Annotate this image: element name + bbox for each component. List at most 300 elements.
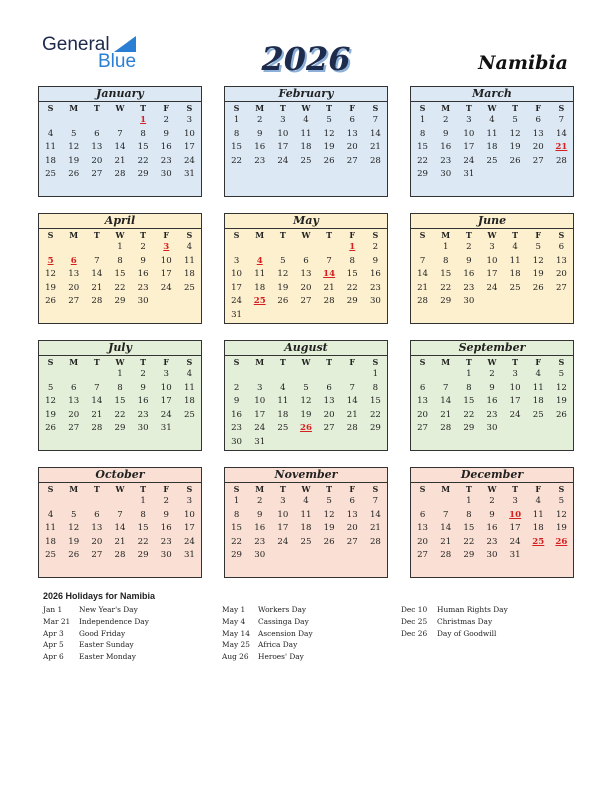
- day: 20: [346, 523, 358, 534]
- day: 28: [114, 169, 126, 180]
- empty-cell: [85, 241, 108, 255]
- day: 3: [233, 255, 240, 266]
- empty-cell: [62, 114, 85, 128]
- weekday-label: S: [186, 103, 193, 113]
- day: 27: [300, 296, 312, 307]
- day: 10: [183, 509, 195, 520]
- day: 24: [486, 282, 498, 293]
- day: 2: [140, 242, 146, 252]
- empty-cell: [108, 495, 131, 509]
- weekday-label: T: [326, 484, 333, 494]
- weekday-label: T: [93, 230, 100, 240]
- day: 29: [114, 296, 126, 307]
- day: 25: [183, 409, 195, 420]
- day: 22: [137, 155, 149, 166]
- day: 13: [68, 269, 80, 280]
- weekday-label: F: [163, 484, 170, 494]
- day: 7: [117, 128, 123, 139]
- empty-cell: [411, 241, 434, 255]
- day: 16: [254, 523, 266, 534]
- month-title: February: [225, 87, 387, 102]
- holiday-name: Day of Goodwill: [437, 628, 497, 638]
- day: 8: [140, 128, 146, 139]
- day: 26: [323, 155, 335, 166]
- holiday-date: Dec 25: [401, 616, 428, 626]
- day: 3: [256, 382, 263, 393]
- day: 16: [160, 142, 172, 153]
- day: 17: [277, 523, 289, 534]
- day: 30: [254, 550, 266, 561]
- month-title: January: [39, 87, 201, 102]
- weekday-header: [39, 102, 201, 114]
- day: 23: [137, 409, 149, 420]
- month-february: [224, 86, 388, 197]
- day: 1: [442, 242, 449, 252]
- weekday-label: T: [512, 103, 519, 113]
- day: 4: [535, 369, 541, 379]
- weekday-label: S: [558, 357, 565, 367]
- day: 23: [137, 282, 149, 293]
- day: 4: [186, 242, 193, 252]
- day-grid: [39, 114, 201, 182]
- day: 30: [486, 550, 498, 561]
- day: 5: [326, 496, 332, 506]
- day: 19: [509, 142, 521, 153]
- day: 12: [323, 509, 335, 520]
- day: 27: [532, 155, 544, 166]
- day: 16: [463, 269, 475, 280]
- day: 28: [323, 296, 335, 307]
- day: 18: [254, 282, 266, 293]
- day: 25: [532, 409, 544, 420]
- day: 20: [91, 155, 103, 166]
- holiday-row: [222, 604, 313, 616]
- empty-cell: [39, 114, 62, 128]
- holiday-date: May 25: [222, 640, 250, 650]
- day: 20: [555, 269, 567, 280]
- day: 30: [440, 169, 452, 180]
- day: 9: [140, 255, 146, 266]
- weekday-label: F: [163, 103, 170, 113]
- month-may: [224, 213, 388, 324]
- day: 9: [489, 382, 495, 393]
- day: 7: [372, 496, 379, 506]
- holiday-date: Apr 6: [43, 652, 64, 662]
- holiday-row: [43, 651, 149, 663]
- holiday-name: Workers Day: [258, 605, 307, 614]
- day: 6: [558, 242, 565, 252]
- day: 27: [68, 296, 80, 307]
- day: 30: [160, 169, 172, 180]
- month-september: [410, 340, 574, 451]
- day: 7: [558, 115, 565, 125]
- month-december: [410, 467, 574, 578]
- day: 16: [440, 142, 452, 153]
- day: 5: [47, 382, 54, 393]
- day: 14: [369, 128, 381, 139]
- day: 6: [303, 255, 309, 266]
- day: 27: [91, 169, 103, 180]
- weekday-label: T: [279, 103, 286, 113]
- day: 11: [45, 523, 57, 534]
- day: 12: [45, 269, 57, 280]
- weekday-label: M: [441, 357, 451, 367]
- weekday-label: F: [349, 484, 356, 494]
- weekday-label: W: [301, 484, 311, 494]
- day: 21: [440, 409, 452, 420]
- day: 20: [300, 282, 312, 293]
- day: 29: [440, 296, 452, 307]
- day: 5: [70, 128, 77, 139]
- day: 1: [233, 496, 240, 506]
- day: 25: [509, 282, 521, 293]
- day: 24: [463, 155, 475, 166]
- weekday-label: S: [419, 230, 426, 240]
- day: 20: [68, 409, 80, 420]
- month-june: [410, 213, 574, 324]
- day: 10: [160, 382, 172, 393]
- holiday-day: 1: [140, 115, 147, 125]
- day: 11: [277, 396, 289, 407]
- weekday-label: S: [558, 230, 565, 240]
- day: 17: [254, 409, 266, 420]
- day: 14: [369, 509, 381, 520]
- day: 4: [512, 242, 518, 252]
- day: 24: [160, 282, 172, 293]
- weekday-label: M: [441, 484, 451, 494]
- day-grid: [411, 114, 573, 182]
- holiday-column: [401, 604, 508, 639]
- weekday-label: F: [163, 357, 170, 367]
- day: 10: [254, 396, 266, 407]
- day: 22: [463, 409, 475, 420]
- day: 5: [512, 115, 518, 125]
- weekday-header: [225, 102, 387, 114]
- day: 10: [277, 128, 289, 139]
- month-title: April: [39, 214, 201, 229]
- country-title: Namibia: [478, 52, 568, 74]
- day: 19: [68, 155, 80, 166]
- weekday-label: T: [140, 484, 147, 494]
- day: 16: [137, 269, 149, 280]
- weekday-label: M: [441, 230, 451, 240]
- holiday-date: Apr 5: [43, 640, 64, 650]
- day: 27: [555, 282, 567, 293]
- day: 24: [231, 296, 243, 307]
- weekday-label: S: [186, 484, 193, 494]
- empty-cell: [85, 368, 108, 382]
- day: 7: [372, 115, 379, 125]
- weekday-label: M: [69, 484, 79, 494]
- weekday-label: M: [255, 357, 265, 367]
- day: 4: [535, 496, 541, 506]
- weekday-label: F: [349, 230, 356, 240]
- weekday-label: F: [535, 357, 542, 367]
- day: 16: [160, 523, 172, 534]
- day: 16: [486, 523, 498, 534]
- weekday-header: [411, 356, 573, 368]
- holiday-row: [43, 628, 149, 640]
- day: 22: [231, 155, 243, 166]
- holiday-date: Jan 1: [43, 605, 63, 614]
- weekday-header: [225, 356, 387, 368]
- weekday-label: T: [512, 484, 519, 494]
- day: 15: [231, 523, 243, 534]
- day: 7: [419, 255, 426, 266]
- day: 31: [254, 436, 266, 447]
- empty-cell: [225, 241, 248, 255]
- day: 2: [256, 496, 263, 506]
- holiday-name: Cassinga Day: [258, 616, 309, 626]
- day: 21: [417, 282, 429, 293]
- day: 22: [440, 282, 452, 293]
- day: 13: [323, 396, 335, 407]
- empty-cell: [248, 241, 271, 255]
- month-august: [224, 340, 388, 451]
- day: 10: [183, 128, 195, 139]
- day: 24: [277, 536, 289, 547]
- day: 28: [440, 550, 452, 561]
- empty-cell: [294, 368, 317, 382]
- day-grid: [39, 495, 201, 563]
- day: 3: [280, 496, 286, 506]
- day: 2: [233, 382, 240, 393]
- day: 15: [346, 269, 358, 280]
- empty-cell: [248, 368, 271, 382]
- holiday-day: 6: [70, 255, 77, 266]
- day: 10: [463, 128, 475, 139]
- day: 5: [280, 255, 286, 266]
- day: 31: [231, 309, 243, 320]
- day: 22: [417, 155, 429, 166]
- day: 20: [91, 536, 103, 547]
- month-title: November: [225, 468, 387, 483]
- day: 11: [183, 255, 195, 266]
- day: 24: [183, 155, 195, 166]
- empty-cell: [271, 241, 294, 255]
- year-title: 2026: [261, 40, 351, 78]
- day: 8: [349, 255, 355, 266]
- weekday-label: S: [186, 230, 193, 240]
- day: 24: [509, 409, 521, 420]
- month-april: [38, 213, 202, 324]
- day: 15: [440, 269, 452, 280]
- day: 1: [117, 369, 123, 379]
- weekday-label: T: [279, 484, 286, 494]
- day: 18: [45, 536, 57, 547]
- logo-word-blue: Blue: [98, 51, 137, 72]
- day: 18: [183, 269, 195, 280]
- day: 12: [509, 128, 521, 139]
- day: 7: [117, 509, 123, 520]
- day: 11: [183, 382, 195, 393]
- weekday-label: W: [301, 230, 311, 240]
- day: 2: [372, 242, 379, 252]
- holiday-name: Easter Sunday: [79, 640, 134, 650]
- day: 17: [183, 142, 195, 153]
- weekday-label: S: [233, 103, 240, 113]
- weekday-label: W: [301, 103, 311, 113]
- weekday-header: [225, 483, 387, 495]
- day: 30: [231, 436, 243, 447]
- weekday-label: S: [558, 484, 565, 494]
- day: 12: [45, 396, 57, 407]
- day: 17: [509, 396, 521, 407]
- weekday-header: [39, 229, 201, 241]
- day: 20: [532, 142, 544, 153]
- holiday-date: Mar 21: [43, 616, 71, 626]
- day: 5: [70, 509, 77, 520]
- day: 22: [137, 536, 149, 547]
- day: 20: [323, 409, 335, 420]
- weekday-label: S: [372, 357, 379, 367]
- day: 1: [419, 115, 426, 125]
- day: 7: [94, 255, 100, 266]
- day: 18: [300, 142, 312, 153]
- empty-cell: [85, 114, 108, 128]
- day: 31: [183, 550, 195, 561]
- day: 21: [440, 536, 452, 547]
- day: 31: [183, 169, 195, 180]
- holiday-row: [43, 616, 149, 628]
- weekday-label: F: [349, 103, 356, 113]
- day: 8: [372, 382, 379, 393]
- month-title: August: [225, 341, 387, 356]
- day: 20: [346, 142, 358, 153]
- day: 24: [277, 155, 289, 166]
- weekday-label: F: [163, 230, 170, 240]
- weekday-label: T: [279, 357, 286, 367]
- day: 5: [558, 496, 565, 506]
- holiday-day: 3: [163, 242, 170, 252]
- holiday-date: May 4: [222, 616, 246, 626]
- day-grid: [225, 241, 387, 323]
- day: 14: [555, 128, 567, 139]
- weekday-header: [225, 229, 387, 241]
- day: 8: [466, 382, 472, 393]
- day: 23: [160, 155, 172, 166]
- day: 9: [163, 509, 169, 520]
- month-january: [38, 86, 202, 197]
- day: 5: [303, 382, 309, 393]
- month-july: [38, 340, 202, 451]
- weekday-label: W: [115, 484, 125, 494]
- holiday-day: 14: [323, 269, 336, 280]
- holiday-day: 25: [253, 296, 266, 307]
- day: 14: [417, 269, 429, 280]
- day: 19: [555, 523, 567, 534]
- day-grid: [225, 495, 387, 563]
- day: 21: [114, 155, 126, 166]
- weekday-label: S: [419, 484, 426, 494]
- day: 4: [489, 115, 495, 125]
- empty-cell: [318, 241, 341, 255]
- day: 7: [94, 382, 100, 393]
- month-october: [38, 467, 202, 578]
- weekday-label: S: [186, 357, 193, 367]
- holiday-name: Ascension Day: [258, 628, 313, 638]
- day: 11: [254, 269, 266, 280]
- day: 13: [91, 523, 103, 534]
- day: 31: [463, 169, 475, 180]
- holiday-day: 1: [349, 242, 356, 252]
- day: 2: [140, 369, 146, 379]
- day: 9: [466, 255, 472, 266]
- logo-word-general: General: [42, 34, 110, 55]
- day: 28: [417, 296, 429, 307]
- day: 18: [45, 155, 57, 166]
- month-title: October: [39, 468, 201, 483]
- empty-cell: [108, 114, 131, 128]
- day: 5: [558, 369, 565, 379]
- day: 14: [346, 396, 358, 407]
- weekday-label: W: [115, 357, 125, 367]
- weekday-label: T: [326, 357, 333, 367]
- day: 9: [163, 128, 169, 139]
- day: 29: [346, 296, 358, 307]
- day: 9: [442, 128, 449, 139]
- weekday-label: W: [487, 484, 497, 494]
- empty-cell: [434, 368, 457, 382]
- day: 3: [186, 496, 193, 506]
- day: 23: [463, 282, 475, 293]
- day: 30: [463, 296, 475, 307]
- holiday-day: 26: [300, 423, 312, 434]
- day: 28: [369, 155, 381, 166]
- day: 30: [137, 423, 149, 434]
- day: 27: [346, 536, 358, 547]
- day: 22: [346, 282, 358, 293]
- day: 1: [372, 369, 379, 379]
- day: 10: [277, 509, 289, 520]
- day: 21: [114, 536, 126, 547]
- day: 19: [45, 282, 57, 293]
- day: 11: [532, 382, 544, 393]
- holiday-date: May 1: [222, 605, 246, 614]
- day: 21: [346, 409, 358, 420]
- holiday-name: Heroes' Day: [258, 652, 304, 662]
- day: 29: [463, 550, 475, 561]
- weekday-label: F: [349, 357, 356, 367]
- day: 23: [231, 423, 243, 434]
- empty-cell: [39, 368, 62, 382]
- holiday-day: 21: [555, 142, 568, 153]
- day: 15: [463, 523, 475, 534]
- holidays-heading: 2026 Holidays for Namibia: [43, 591, 156, 601]
- day: 3: [489, 242, 495, 252]
- day: 24: [254, 423, 266, 434]
- month-title: May: [225, 214, 387, 229]
- day: 21: [323, 282, 335, 293]
- day: 5: [326, 115, 332, 125]
- day: 8: [140, 509, 146, 520]
- day: 29: [369, 423, 381, 434]
- holiday-row: [401, 616, 508, 628]
- day: 18: [277, 409, 289, 420]
- day: 25: [486, 155, 498, 166]
- day: 12: [68, 142, 80, 153]
- day: 13: [417, 396, 429, 407]
- weekday-label: W: [487, 103, 497, 113]
- day: 17: [183, 523, 195, 534]
- day: 14: [440, 523, 452, 534]
- holiday-column: [222, 604, 313, 663]
- day: 6: [535, 115, 541, 125]
- weekday-label: W: [487, 357, 497, 367]
- day: 3: [512, 496, 518, 506]
- day: 17: [277, 142, 289, 153]
- day: 12: [532, 255, 544, 266]
